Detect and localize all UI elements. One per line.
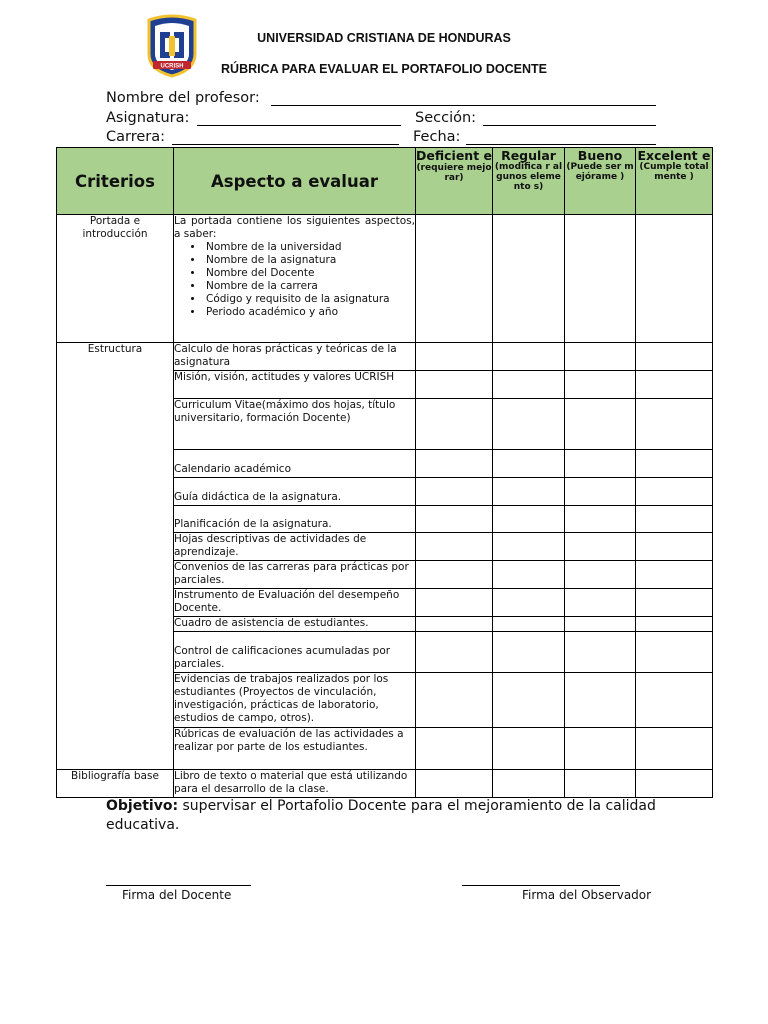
criterio-portada: Portada e introducción (57, 215, 174, 343)
score-cell[interactable] (493, 478, 565, 506)
document-title: RÚBRICA PARA EVALUAR EL PORTAFOLIO DOCENTE (221, 62, 547, 76)
aspecto-cell: Libro de texto o material que está utilizando para el desarrollo de la clase. (174, 770, 416, 798)
score-cell[interactable] (493, 343, 565, 371)
score-cell[interactable] (416, 533, 493, 561)
score-cell[interactable] (636, 770, 713, 798)
score-cell[interactable] (493, 371, 565, 399)
aspecto-portada: La portada contiene los siguientes aspectos, a saber: • Nombre de la universidad • Nombre de la asignatura • Nombre del Docente • Nombre de la carrera • Código y requisito de la asignatura • Periodo académico y año (174, 215, 416, 343)
aspecto-cell: Calculo de horas prácticas y teóricas de la asignatura (174, 343, 416, 371)
aspecto-cell: Misión, visión, actitudes y valores UCRISH (174, 371, 416, 399)
aspecto-cell: Rúbricas de evaluación de las actividades a realizar por parte de los estudiantes. (174, 728, 416, 770)
level-header-regular: Regular (modifica r algunos elemento s) (493, 148, 565, 215)
score-cell[interactable] (636, 561, 713, 589)
aspecto-cell: Control de calificaciones acumuladas por parciales. (174, 632, 416, 673)
score-cell[interactable] (636, 450, 713, 478)
score-cell[interactable] (416, 371, 493, 399)
list-item: • Periodo académico y año (204, 306, 415, 319)
score-cell[interactable] (636, 632, 713, 673)
score-cell[interactable] (636, 533, 713, 561)
score-cell[interactable] (565, 343, 636, 371)
score-cell[interactable] (636, 617, 713, 632)
table-row (57, 215, 713, 343)
score-cell[interactable] (493, 728, 565, 770)
score-cell[interactable] (416, 506, 493, 533)
score-cell[interactable] (416, 478, 493, 506)
fecha-field[interactable] (466, 144, 656, 145)
list-item: • Código y requisito de la asignatura (204, 293, 415, 306)
score-cell[interactable] (565, 632, 636, 673)
score-cell[interactable] (416, 589, 493, 617)
aspecto-cell: Guía didáctica de la asignatura. (174, 478, 416, 506)
firma-observador-line[interactable] (462, 885, 620, 886)
score-cell[interactable] (636, 478, 713, 506)
objective-label: Objetivo: (106, 798, 179, 814)
objective-paragraph (106, 797, 666, 835)
table-row (57, 770, 713, 798)
asignatura-field[interactable] (197, 125, 401, 126)
criterio-estructura: Estructura (57, 343, 174, 770)
aspecto-cell: Planificación de la asignatura. (174, 506, 416, 533)
firma-docente-line[interactable] (106, 885, 251, 886)
score-cell[interactable] (565, 533, 636, 561)
score-cell[interactable] (416, 728, 493, 770)
svg-text:UCRISH: UCRISH (160, 63, 184, 70)
aspecto-header: Aspecto a evaluar (174, 148, 416, 215)
score-cell[interactable] (493, 399, 565, 450)
score-cell[interactable] (636, 589, 713, 617)
score-cell[interactable] (565, 215, 636, 343)
score-cell[interactable] (493, 561, 565, 589)
score-cell[interactable] (565, 506, 636, 533)
score-cell[interactable] (636, 673, 713, 728)
score-cell[interactable] (493, 506, 565, 533)
score-cell[interactable] (493, 673, 565, 728)
score-cell[interactable] (636, 506, 713, 533)
aspecto-cell: Evidencias de trabajos realizados por los estudiantes (Proyectos de vinculación, investigación, prácticas de laboratorio, estudios de campo, otros). (174, 673, 416, 728)
score-cell[interactable] (416, 561, 493, 589)
score-cell[interactable] (565, 728, 636, 770)
score-cell[interactable] (416, 617, 493, 632)
score-cell[interactable] (493, 533, 565, 561)
score-cell[interactable] (493, 215, 565, 343)
firma-docente-label: Firma del Docente (122, 888, 232, 902)
score-cell[interactable] (565, 561, 636, 589)
score-cell[interactable] (636, 728, 713, 770)
carrera-label: Carrera: (106, 129, 166, 145)
aspecto-cell: Cuadro de asistencia de estudiantes. (174, 617, 416, 632)
score-cell[interactable] (416, 450, 493, 478)
score-cell[interactable] (416, 215, 493, 343)
profesor-label: Nombre del profesor: (106, 90, 260, 106)
table-header-row (57, 148, 713, 215)
institution-title: UNIVERSIDAD CRISTIANA DE HONDURAS (257, 31, 511, 45)
rubric-table (56, 147, 713, 798)
score-cell[interactable] (416, 343, 493, 371)
criterios-header: Criterios (57, 148, 174, 215)
score-cell[interactable] (416, 673, 493, 728)
score-cell[interactable] (565, 589, 636, 617)
objective-text: supervisar el Portafolio Docente para el mejoramiento de la calidad educativa. (106, 798, 656, 833)
score-cell[interactable] (565, 770, 636, 798)
score-cell[interactable] (565, 399, 636, 450)
list-item: • Nombre de la universidad (204, 241, 415, 254)
aspecto-cell: Calendario académico (174, 450, 416, 478)
score-cell[interactable] (493, 770, 565, 798)
score-cell[interactable] (493, 617, 565, 632)
level-header-bueno: Bueno (Puede ser mejórame ) (565, 148, 636, 215)
score-cell[interactable] (565, 450, 636, 478)
table-row (57, 343, 713, 371)
list-item: • Nombre del Docente (204, 267, 415, 280)
asignatura-label: Asignatura: (106, 110, 190, 126)
score-cell[interactable] (416, 770, 493, 798)
score-cell[interactable] (493, 589, 565, 617)
aspecto-cell: Hojas descriptivas de actividades de aprendizaje. (174, 533, 416, 561)
portada-bullet-list (174, 241, 415, 319)
aspecto-cell: Curriculum Vitae(máximo dos hojas, título universitario, formación Docente) (174, 399, 416, 450)
level-header-deficiente: Deficient e (requiere mejorar) (416, 148, 493, 215)
profesor-field[interactable] (271, 105, 656, 106)
score-cell[interactable] (636, 343, 713, 371)
aspecto-cell: Instrumento de Evaluación del desempeño Docente. (174, 589, 416, 617)
level-header-excelente: Excelent e (Cumple totalmente ) (636, 148, 713, 215)
aspecto-cell: Convenios de las carreras para prácticas por parciales. (174, 561, 416, 589)
score-cell[interactable] (565, 478, 636, 506)
firma-observador-label: Firma del Observador (522, 888, 652, 902)
list-item: • Nombre de la asignatura (204, 254, 415, 267)
fecha-label: Fecha: (413, 129, 461, 145)
score-cell[interactable] (565, 617, 636, 632)
score-cell[interactable] (493, 632, 565, 673)
score-cell[interactable] (416, 632, 493, 673)
score-cell[interactable] (565, 371, 636, 399)
score-cell[interactable] (565, 673, 636, 728)
seccion-label: Sección: (415, 110, 477, 126)
seccion-field[interactable] (483, 125, 656, 126)
score-cell[interactable] (493, 450, 565, 478)
list-item: • Nombre de la carrera (204, 280, 415, 293)
score-cell[interactable] (416, 399, 493, 450)
criterio-bibliografia: Bibliografía base (57, 770, 174, 798)
score-cell[interactable] (636, 215, 713, 343)
score-cell[interactable] (636, 399, 713, 450)
score-cell[interactable] (636, 371, 713, 399)
carrera-field[interactable] (172, 144, 399, 145)
